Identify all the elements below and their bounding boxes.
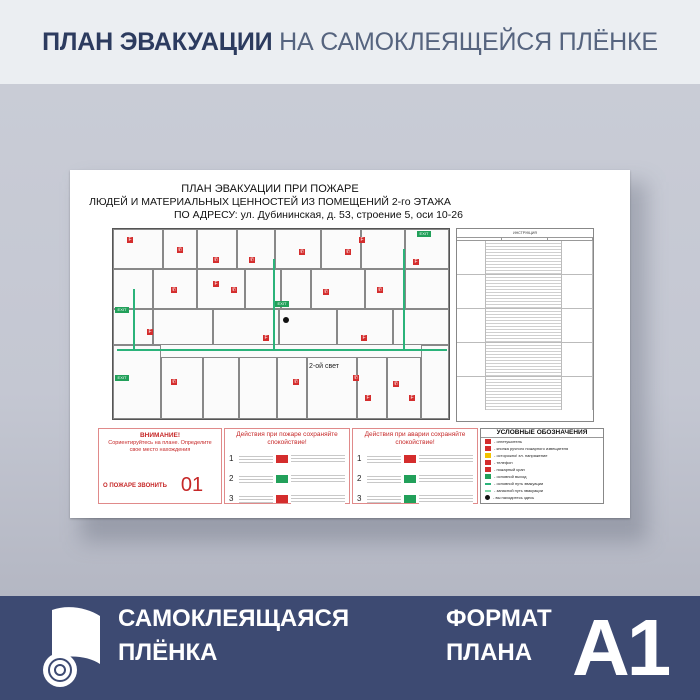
room bbox=[113, 229, 163, 269]
fire-action-step: 3 bbox=[229, 490, 345, 507]
room bbox=[153, 309, 213, 345]
warning-text: Сориентируйтесь на плане. Определите свое место нахождения bbox=[108, 440, 212, 453]
fire-extinguisher-icon: F bbox=[148, 329, 152, 335]
format-label-line1: ФОРМАТ bbox=[446, 605, 552, 632]
banner-title-normal: НА САМОКЛЕЯЩЕЙСЯ ПЛЁНКЕ bbox=[279, 27, 658, 56]
phone-icon: ✆ bbox=[231, 287, 237, 293]
phone-icon: ✆ bbox=[393, 381, 399, 387]
room bbox=[405, 269, 449, 309]
accident-actions-title: Действия при аварии сохраняйте спокойствие! bbox=[364, 431, 466, 446]
legend-item: - телефон bbox=[481, 459, 603, 466]
room bbox=[311, 269, 365, 309]
phone-icon: ✆ bbox=[323, 289, 329, 295]
warning-box bbox=[98, 428, 222, 504]
accident-action-step: 1 bbox=[357, 450, 473, 467]
instruction-row bbox=[457, 309, 593, 343]
fire-actions-box bbox=[224, 428, 350, 504]
instruction-row bbox=[457, 241, 593, 275]
format-label bbox=[446, 606, 552, 666]
phone-icon: ✆ bbox=[299, 249, 305, 255]
fire-extinguisher-icon: F bbox=[264, 335, 268, 341]
high-voltage-icon bbox=[485, 453, 491, 458]
exit-sign-icon: EXIT bbox=[275, 301, 289, 307]
legend-item: - основной выход bbox=[481, 473, 603, 480]
top-banner bbox=[0, 0, 700, 84]
accident-action-step: 3 bbox=[357, 490, 473, 507]
film-label bbox=[118, 606, 349, 666]
room bbox=[197, 269, 245, 309]
room bbox=[321, 229, 361, 269]
fire-extinguisher-icon: F bbox=[214, 281, 218, 287]
phone-icon: ✆ bbox=[213, 257, 219, 263]
main-route-icon bbox=[485, 483, 491, 485]
room bbox=[203, 357, 239, 419]
fire-extinguisher-icon: F bbox=[360, 237, 364, 243]
banner-title bbox=[42, 28, 658, 57]
fire-action-step: 1 bbox=[229, 450, 345, 467]
phone-icon: ✆ bbox=[345, 249, 351, 255]
product-stage bbox=[0, 84, 700, 596]
fire-extinguisher-icon: F bbox=[362, 335, 366, 341]
you-are-here-marker bbox=[283, 317, 289, 323]
room bbox=[387, 357, 421, 419]
spare-route-icon bbox=[485, 490, 491, 492]
film-label-line1: САМОКЛЕЯЩАЯСЯ bbox=[118, 605, 350, 632]
fire-extinguisher-icon: F bbox=[410, 395, 414, 401]
phone-icon: ✆ bbox=[353, 375, 359, 381]
warning-title: ВНИМАНИЕ! bbox=[139, 432, 181, 439]
phone-icon: ✆ bbox=[177, 247, 183, 253]
instruction-row bbox=[457, 343, 593, 377]
fire-call-line bbox=[103, 474, 203, 497]
legend-title: УСЛОВНЫЕ ОБОЗНАЧЕНИЯ bbox=[481, 429, 603, 438]
plan-title-line2: ЛЮДЕЙ И МАТЕРИАЛЬНЫХ ЦЕННОСТЕЙ ИЗ ПОМЕЩЕНИЙ 2-го ЭТАЖА bbox=[89, 196, 451, 208]
format-value: A1 bbox=[572, 603, 669, 692]
exit-icon bbox=[276, 475, 288, 483]
room bbox=[393, 309, 449, 345]
fire-extinguisher-icon bbox=[276, 495, 288, 503]
evacuation-route bbox=[133, 289, 135, 351]
film-roll-icon bbox=[38, 604, 108, 690]
phone-icon: ✆ bbox=[293, 379, 299, 385]
evacuation-route bbox=[117, 349, 447, 351]
film-label-line2: ПЛЁНКА bbox=[118, 639, 218, 666]
exit-sign-icon: EXIT bbox=[115, 307, 129, 313]
legend-item: - осторожно! эл. напряжение bbox=[481, 452, 603, 459]
phone-icon bbox=[276, 455, 288, 463]
phone-icon bbox=[404, 455, 416, 463]
fire-extinguisher-icon: F bbox=[128, 237, 132, 243]
legend-item: - пожарный кран bbox=[481, 466, 603, 473]
exit-icon bbox=[485, 474, 491, 479]
phone-icon: ✆ bbox=[171, 287, 177, 293]
accident-actions-box bbox=[352, 428, 478, 504]
plan-title bbox=[70, 183, 470, 222]
room bbox=[275, 229, 321, 269]
banner-title-bold: ПЛАН ЭВАКУАЦИИ bbox=[42, 27, 273, 56]
room bbox=[239, 357, 277, 419]
room bbox=[197, 229, 237, 269]
floor-plan bbox=[112, 228, 450, 420]
room bbox=[361, 229, 405, 269]
legend-item: - вы находитесь здесь bbox=[481, 494, 603, 501]
room bbox=[213, 309, 279, 345]
evacuation-plan-sheet bbox=[70, 170, 630, 518]
room bbox=[113, 345, 161, 419]
room bbox=[421, 345, 449, 419]
instruction-row bbox=[457, 377, 593, 410]
first-aid-icon bbox=[404, 475, 416, 483]
fire-call-number: 01 bbox=[180, 474, 204, 496]
room bbox=[279, 309, 337, 345]
fire-hydrant-icon bbox=[485, 467, 491, 472]
phone-icon: ✆ bbox=[249, 257, 255, 263]
plan-title-line3: ПО АДРЕСУ: ул. Дубининская, д. 53, строение 5, оси 10-26 bbox=[174, 209, 463, 221]
alarm-button-icon bbox=[485, 446, 491, 451]
room bbox=[277, 357, 307, 419]
plan-title-line1: ПЛАН ЭВАКУАЦИИ ПРИ ПОЖАРЕ bbox=[181, 183, 359, 195]
room bbox=[161, 357, 203, 419]
phone-icon: ✆ bbox=[171, 379, 177, 385]
phone-icon: ✆ bbox=[377, 287, 383, 293]
exit-icon bbox=[404, 495, 416, 503]
fire-extinguisher-icon bbox=[485, 439, 491, 444]
room bbox=[365, 269, 405, 309]
fire-call-label: О ПОЖАРЕ ЗВОНИТЬ bbox=[103, 482, 167, 489]
legend-box bbox=[480, 428, 604, 504]
fire-action-step: 2 bbox=[229, 470, 345, 487]
legend-item: - основной путь эвакуации bbox=[481, 480, 603, 487]
phone-icon bbox=[485, 460, 491, 465]
instruction-table bbox=[456, 228, 594, 422]
exit-sign-icon: EXIT bbox=[115, 375, 129, 381]
legend-item: - запасной путь эвакуации bbox=[481, 487, 603, 494]
legend-item: - огнетушитель bbox=[481, 438, 603, 445]
room bbox=[357, 357, 387, 419]
format-label-line2: ПЛАНА bbox=[446, 639, 533, 666]
instruction-title: ИНСТРУКЦИЯ bbox=[513, 231, 537, 235]
fire-actions-title: Действия при пожаре сохраняйте спокойствие! bbox=[236, 431, 338, 446]
fire-extinguisher-icon: F bbox=[414, 259, 418, 265]
accident-action-step: 2 bbox=[357, 470, 473, 487]
instruction-row bbox=[457, 275, 593, 309]
fire-extinguisher-icon: F bbox=[366, 395, 370, 401]
room bbox=[237, 229, 275, 269]
light-well-label: 2-ой свет bbox=[309, 363, 339, 370]
legend-item: - кнопка ручного пожарного извещателя bbox=[481, 445, 603, 452]
you-are-here-icon bbox=[485, 495, 490, 500]
evacuation-route bbox=[403, 249, 405, 351]
exit-sign-icon: EXIT bbox=[417, 231, 431, 237]
